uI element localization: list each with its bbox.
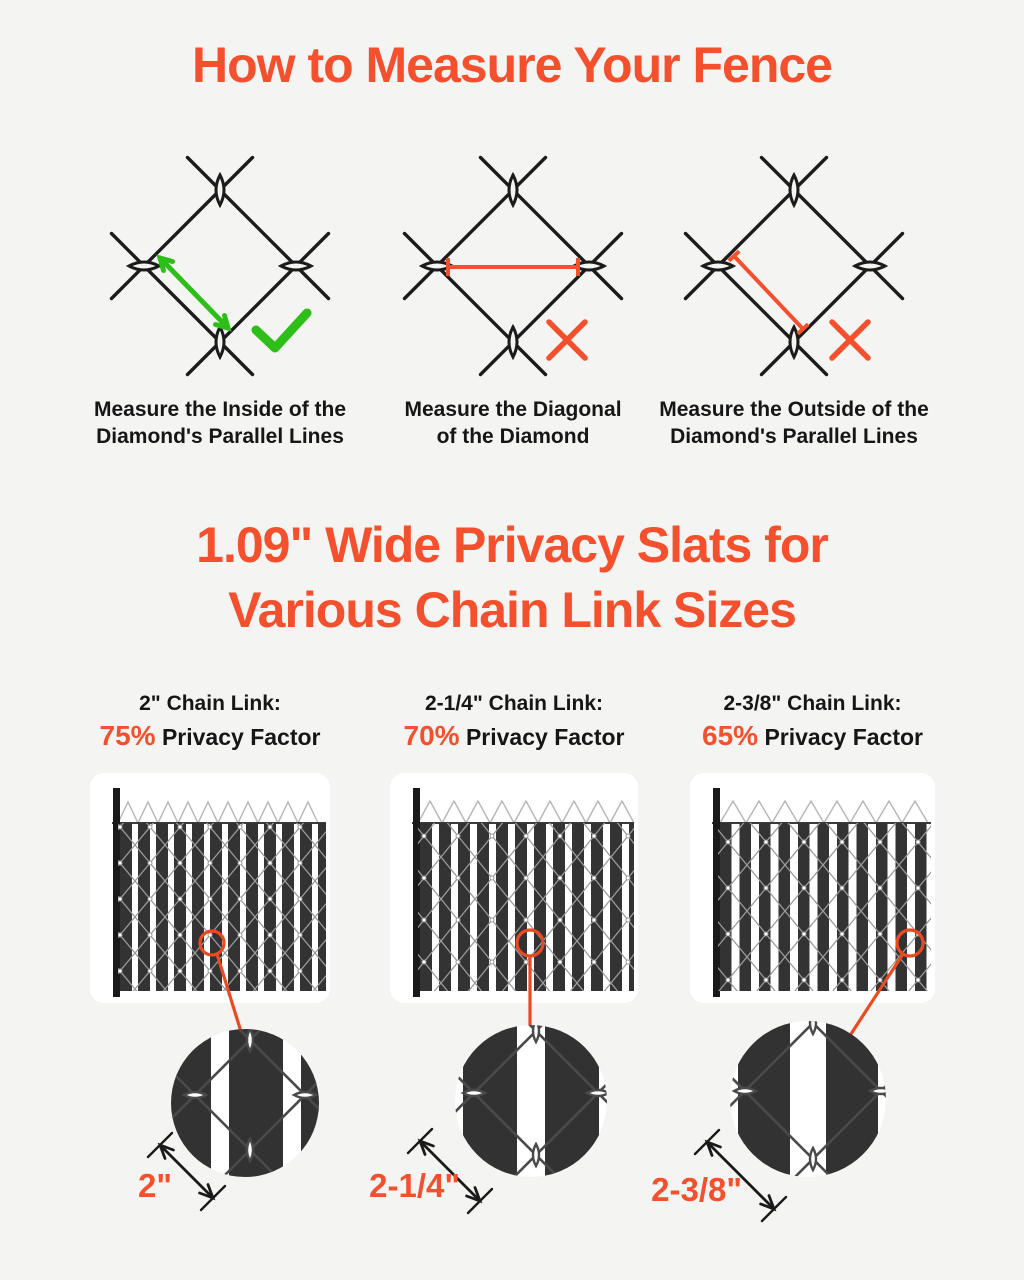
caption-line: Measure the Outside of the [659,398,929,421]
privacy-text: Privacy Factor [465,724,625,751]
privacy-percent: 70% [403,720,460,752]
privacy-factor-label [390,717,638,755]
magnified-view [650,996,966,1193]
caption-line: Measure the Diagonal [404,398,622,421]
wire-twists [129,175,311,357]
orange-x-icon [832,322,868,358]
diagram-caption [60,396,380,451]
chain-link-mesh [718,823,931,991]
privacy-factor-label [690,717,935,755]
caption-line: Diamond's Parallel Lines [670,425,918,449]
diagram-caption [634,396,954,451]
chain-link-mesh [418,823,634,991]
chain-link-size-label: 2" Chain Link: [139,692,281,715]
fence-illustration [369,773,638,1223]
measurement-label: 2-1/4" [369,1167,460,1205]
caption-line: Diamond's Parallel Lines [96,425,344,449]
chain-link-size-label: 2-1/4" Chain Link: [425,692,603,715]
magnified-view [85,1013,355,1193]
chain-link-size-label: 2-3/8" Chain Link: [723,692,902,715]
measure-diagrams-row [0,144,1024,449]
diagram-measure-outside [634,144,954,451]
slats-section-title [0,513,1024,643]
measurement-label: 2" [138,1167,172,1205]
green-check-icon [256,313,307,348]
privacy-percent: 75% [99,720,156,752]
slat-size-columns-row [0,691,1024,1251]
privacy-slats [718,823,931,991]
column-2-inch [90,691,330,1223]
privacy-factor-label [90,717,330,755]
chain-link-diamond-diagram [353,144,673,394]
column-2-quarter-inch [369,691,638,1223]
privacy-text: Privacy Factor [764,724,923,751]
privacy-text: Privacy Factor [161,724,321,751]
slats-title-line1: 1.09" Wide Privacy Slats for [196,517,828,573]
caption-line: of the Diamond [436,425,590,449]
orange-x-icon [549,322,585,358]
diagram-caption [353,396,673,451]
privacy-slats [118,823,330,991]
caption-line: Measure the Inside of the [93,398,347,421]
chain-link-diamond-diagram [634,144,954,394]
chain-link-diamond-diagram [60,144,380,394]
diagram-measure-inside [60,144,380,451]
column-2-three-eighths-inch [651,691,935,1223]
diagram-measure-diagonal [353,144,673,451]
diagonal-measure-line [448,258,578,276]
slats-title-line2: Various Chain Link Sizes [228,582,796,638]
outside-measure-line [729,251,808,334]
measurement-label: 2-3/8" [651,1171,742,1209]
privacy-percent: 65% [702,720,759,752]
page-title: How to Measure Your Fence [192,37,832,93]
fence-illustration [651,773,935,1223]
fence-illustration [90,773,330,1223]
